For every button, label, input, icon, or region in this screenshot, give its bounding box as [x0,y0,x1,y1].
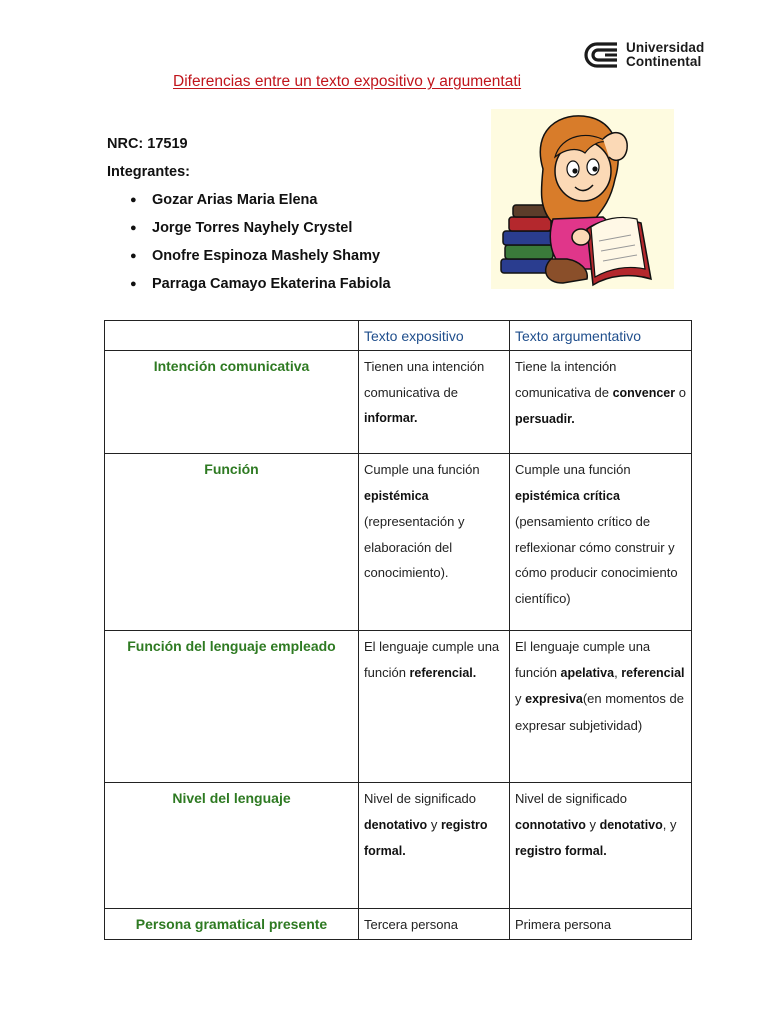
member-item: ● Jorge Torres Nayhely Crystel [107,217,391,245]
text-run: , y [662,816,677,832]
info-block [107,133,391,301]
table-row [105,351,692,454]
expositivo-cell [359,351,510,454]
text-run: y [427,816,441,832]
expositivo-cell [359,631,510,783]
text-run: (representación y elaboración del conocimiento). [364,514,465,580]
expositivo-cell [359,783,510,909]
bold-text-run: referencial. [409,665,477,680]
text-run: Tercera persona [364,917,458,932]
header-texto-expositivo: Texto expositivo [359,321,510,351]
comparison-table [104,320,692,940]
university-logo [583,40,725,70]
text-run: Cumple una función [515,462,631,477]
text-run: , [614,664,622,680]
bold-text-run: registro formal. [515,844,607,858]
member-item: ● Parraga Camayo Ekaterina Fabiola [107,273,391,301]
bold-text-run: registro formal. [364,817,488,858]
text-run: (en momentos de expresar subjetividad) [515,691,684,733]
logo-line-2: Continental [626,54,702,69]
bold-text-run: informar. [364,411,418,425]
bold-text-run: apelativa [560,665,615,680]
argumentativo-cell [510,454,692,631]
text-run: y [585,816,600,832]
table-row [105,454,692,631]
argumentativo-cell [510,909,692,940]
university-logo-icon [583,41,621,69]
table-row [105,631,692,783]
integrantes-label: Integrantes: [107,164,190,180]
text-run: Nivel de significado [515,791,628,806]
header-texto-argumentativo: Texto argumentativo [510,321,692,351]
member-item: ● Gozar Arias Maria Elena [107,189,391,217]
bold-text-run: epistémica crítica [515,488,620,503]
header-cell-empty [105,321,359,351]
table-row [105,783,692,909]
row-label: Persona gramatical presente [105,909,359,940]
text-run: y [515,691,526,706]
bold-text-run: denotativo [599,817,663,832]
table-row [105,909,692,940]
text-run: Nivel de significado [364,791,477,806]
bold-text-run: referencial [621,665,685,680]
bold-text-run: epistémica [364,488,429,503]
expositivo-cell [359,909,510,940]
university-logo-text [626,41,704,69]
bold-text-run: expresiva [525,692,583,706]
text-run: Cumple una función [364,462,480,477]
document-title: Diferencias entre un texto expositivo y argumentati [173,73,522,90]
girl-reading-illustration [491,109,674,289]
expositivo-cell [359,454,510,631]
girl-reading-icon [491,109,674,289]
text-run: El lenguaje cumple una función [515,639,651,680]
table-header-row [105,321,692,351]
text-run: El lenguaje cumple una función [364,639,500,680]
nrc-line: NRC: 17519 [107,136,188,152]
bold-text-run: denotativo [364,817,428,832]
row-label: Función [105,454,359,631]
text-run: Tiene la intención comunicativa de [515,359,617,400]
argumentativo-cell [510,783,692,909]
text-run: Primera persona [515,917,612,932]
bold-text-run: convencer [612,385,676,400]
text-run: o [675,384,686,400]
bold-text-run: persuadir. [515,412,575,426]
text-run: (pensamiento crítico de reflexionar cómo construir y cómo producir conocimiento científico) [515,514,678,606]
argumentativo-cell [510,631,692,783]
row-label: Intención comunicativa [105,351,359,454]
bold-text-run: connotativo [515,817,586,832]
row-label: Nivel del lenguaje [105,783,359,909]
text-run: Tienen una intención comunicativa de [364,359,485,400]
argumentativo-cell [510,351,692,454]
row-label: Función del lenguaje empleado [105,631,359,783]
logo-line-1: Universidad [626,40,705,55]
members-list [107,189,391,301]
member-item: ● Onofre Espinoza Mashely Shamy [107,245,391,273]
